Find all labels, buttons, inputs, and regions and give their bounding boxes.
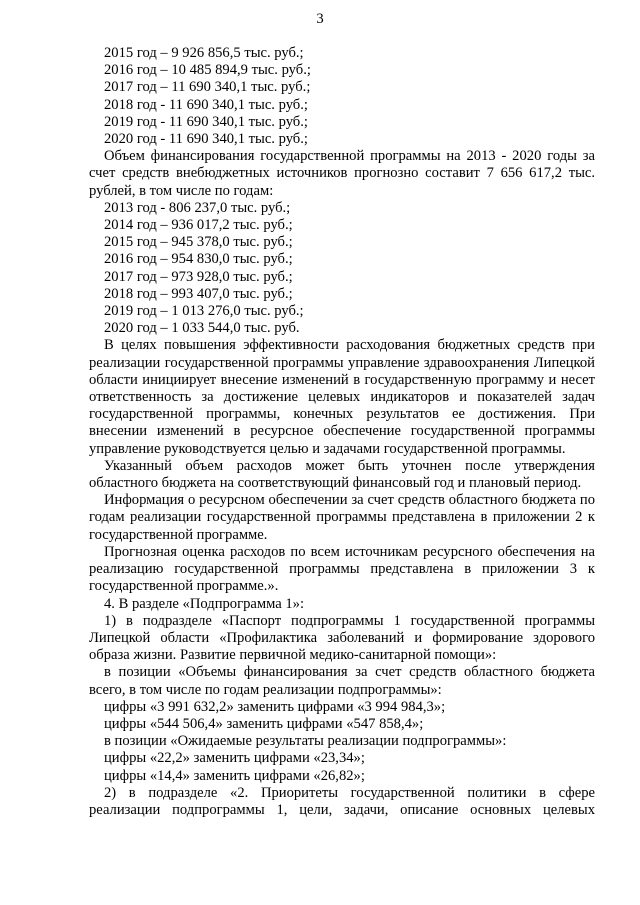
funding-line: 2016 год – 10 485 894,9 тыс. руб.; bbox=[104, 62, 311, 79]
document-body bbox=[89, 45, 595, 819]
year-line: 2015 год – 945 378,0 тыс. руб.; bbox=[104, 234, 293, 251]
paragraph-volume: Указанный объем расходов может быть уточнен после утверждения областного бюджета на соответствующий финансовый год и плановый период. bbox=[89, 457, 595, 492]
year-line: 2016 год – 954 830,0 тыс. руб.; bbox=[104, 251, 293, 268]
replacement-line: цифры «14,4» заменить цифрами «26,82»; bbox=[104, 767, 365, 784]
year-line: 2017 год – 973 928,0 тыс. руб.; bbox=[104, 268, 293, 285]
replacement-line: цифры «544 506,4» заменить цифрами «547 858,4»; bbox=[104, 715, 424, 732]
paragraph-forecast: Прогнозная оценка расходов по всем источникам ресурсного обеспечения на реализацию государственной программы представлена в приложении 3 к государственной программе.». bbox=[89, 543, 595, 595]
year-line: 2020 год – 1 033 544,0 тыс. руб. bbox=[104, 320, 300, 337]
paragraph-efficiency: В целях повышения эффективности расходования бюджетных средств при реализации государственной программы управление здравоохранения Липецкой области инициирует внесение изменений в государственную программу и несет ответственность за достижение целевых индикаторов и показателей задач государственной программы, конечных результатов ее достижения. При внесении изменений в ресурсное обеспечение государственной программы управление руководствуется целью и задачами государственной программы. bbox=[89, 337, 595, 457]
funding-line: 2020 год - 11 690 340,1 тыс. руб.; bbox=[104, 131, 308, 148]
replacement-line: цифры «3 991 632,2» заменить цифрами «3 994 984,3»; bbox=[104, 698, 446, 715]
paragraph-priorities: 2) в подразделе «2. Приоритеты государственной политики в сфере реализации подпрограммы 1, цели, задачи, описание основных целевых bbox=[89, 784, 595, 818]
paragraph-expected-results: в позиции «Ожидаемые результаты реализации подпрограммы»: bbox=[104, 733, 507, 750]
paragraph-subsection-passport: 1) в подразделе «Паспорт подпрограммы 1 государственной программы Липецкой области «Профилактика заболеваний и формирование здорового образа жизни. Развитие первичной медико-санитарной помощи»: bbox=[89, 612, 595, 664]
funding-line: 2019 год - 11 690 340,1 тыс. руб.; bbox=[104, 113, 308, 130]
section-heading: 4. В разделе «Подпрограмма 1»: bbox=[104, 595, 305, 612]
funding-line: 2015 год – 9 926 856,5 тыс. руб.; bbox=[104, 45, 304, 61]
replacement-line: цифры «22,2» заменить цифрами «23,34»; bbox=[104, 750, 365, 767]
funding-line: 2018 год - 11 690 340,1 тыс. руб.; bbox=[104, 96, 308, 113]
year-line: 2019 год – 1 013 276,0 тыс. руб.; bbox=[104, 303, 304, 320]
paragraph-extrabudgetary: Объем финансирования государственной программы на 2013 - 2020 годы за счет средств внебюджетных источников прогнозно составит 7 656 617,2 тыс. рублей, в том числе по годам: bbox=[89, 148, 595, 199]
year-line: 2013 год - 806 237,0 тыс. руб.; bbox=[104, 199, 291, 216]
paragraph-funding-position: в позиции «Объемы финансирования за счет средств областного бюджета всего, в том числе по годам реализации подпрограммы»: bbox=[89, 664, 595, 698]
year-line: 2014 год – 936 017,2 тыс. руб.; bbox=[104, 217, 293, 234]
funding-line: 2017 год – 11 690 340,1 тыс. руб.; bbox=[104, 79, 311, 96]
year-line: 2018 год – 993 407,0 тыс. руб.; bbox=[104, 285, 293, 302]
page-number: 3 bbox=[316, 11, 324, 27]
paragraph-resource-info: Информация о ресурсном обеспечении за счет средств областного бюджета по годам реализации государственной программы представлена в приложении 2 к государственной программе. bbox=[89, 492, 595, 543]
